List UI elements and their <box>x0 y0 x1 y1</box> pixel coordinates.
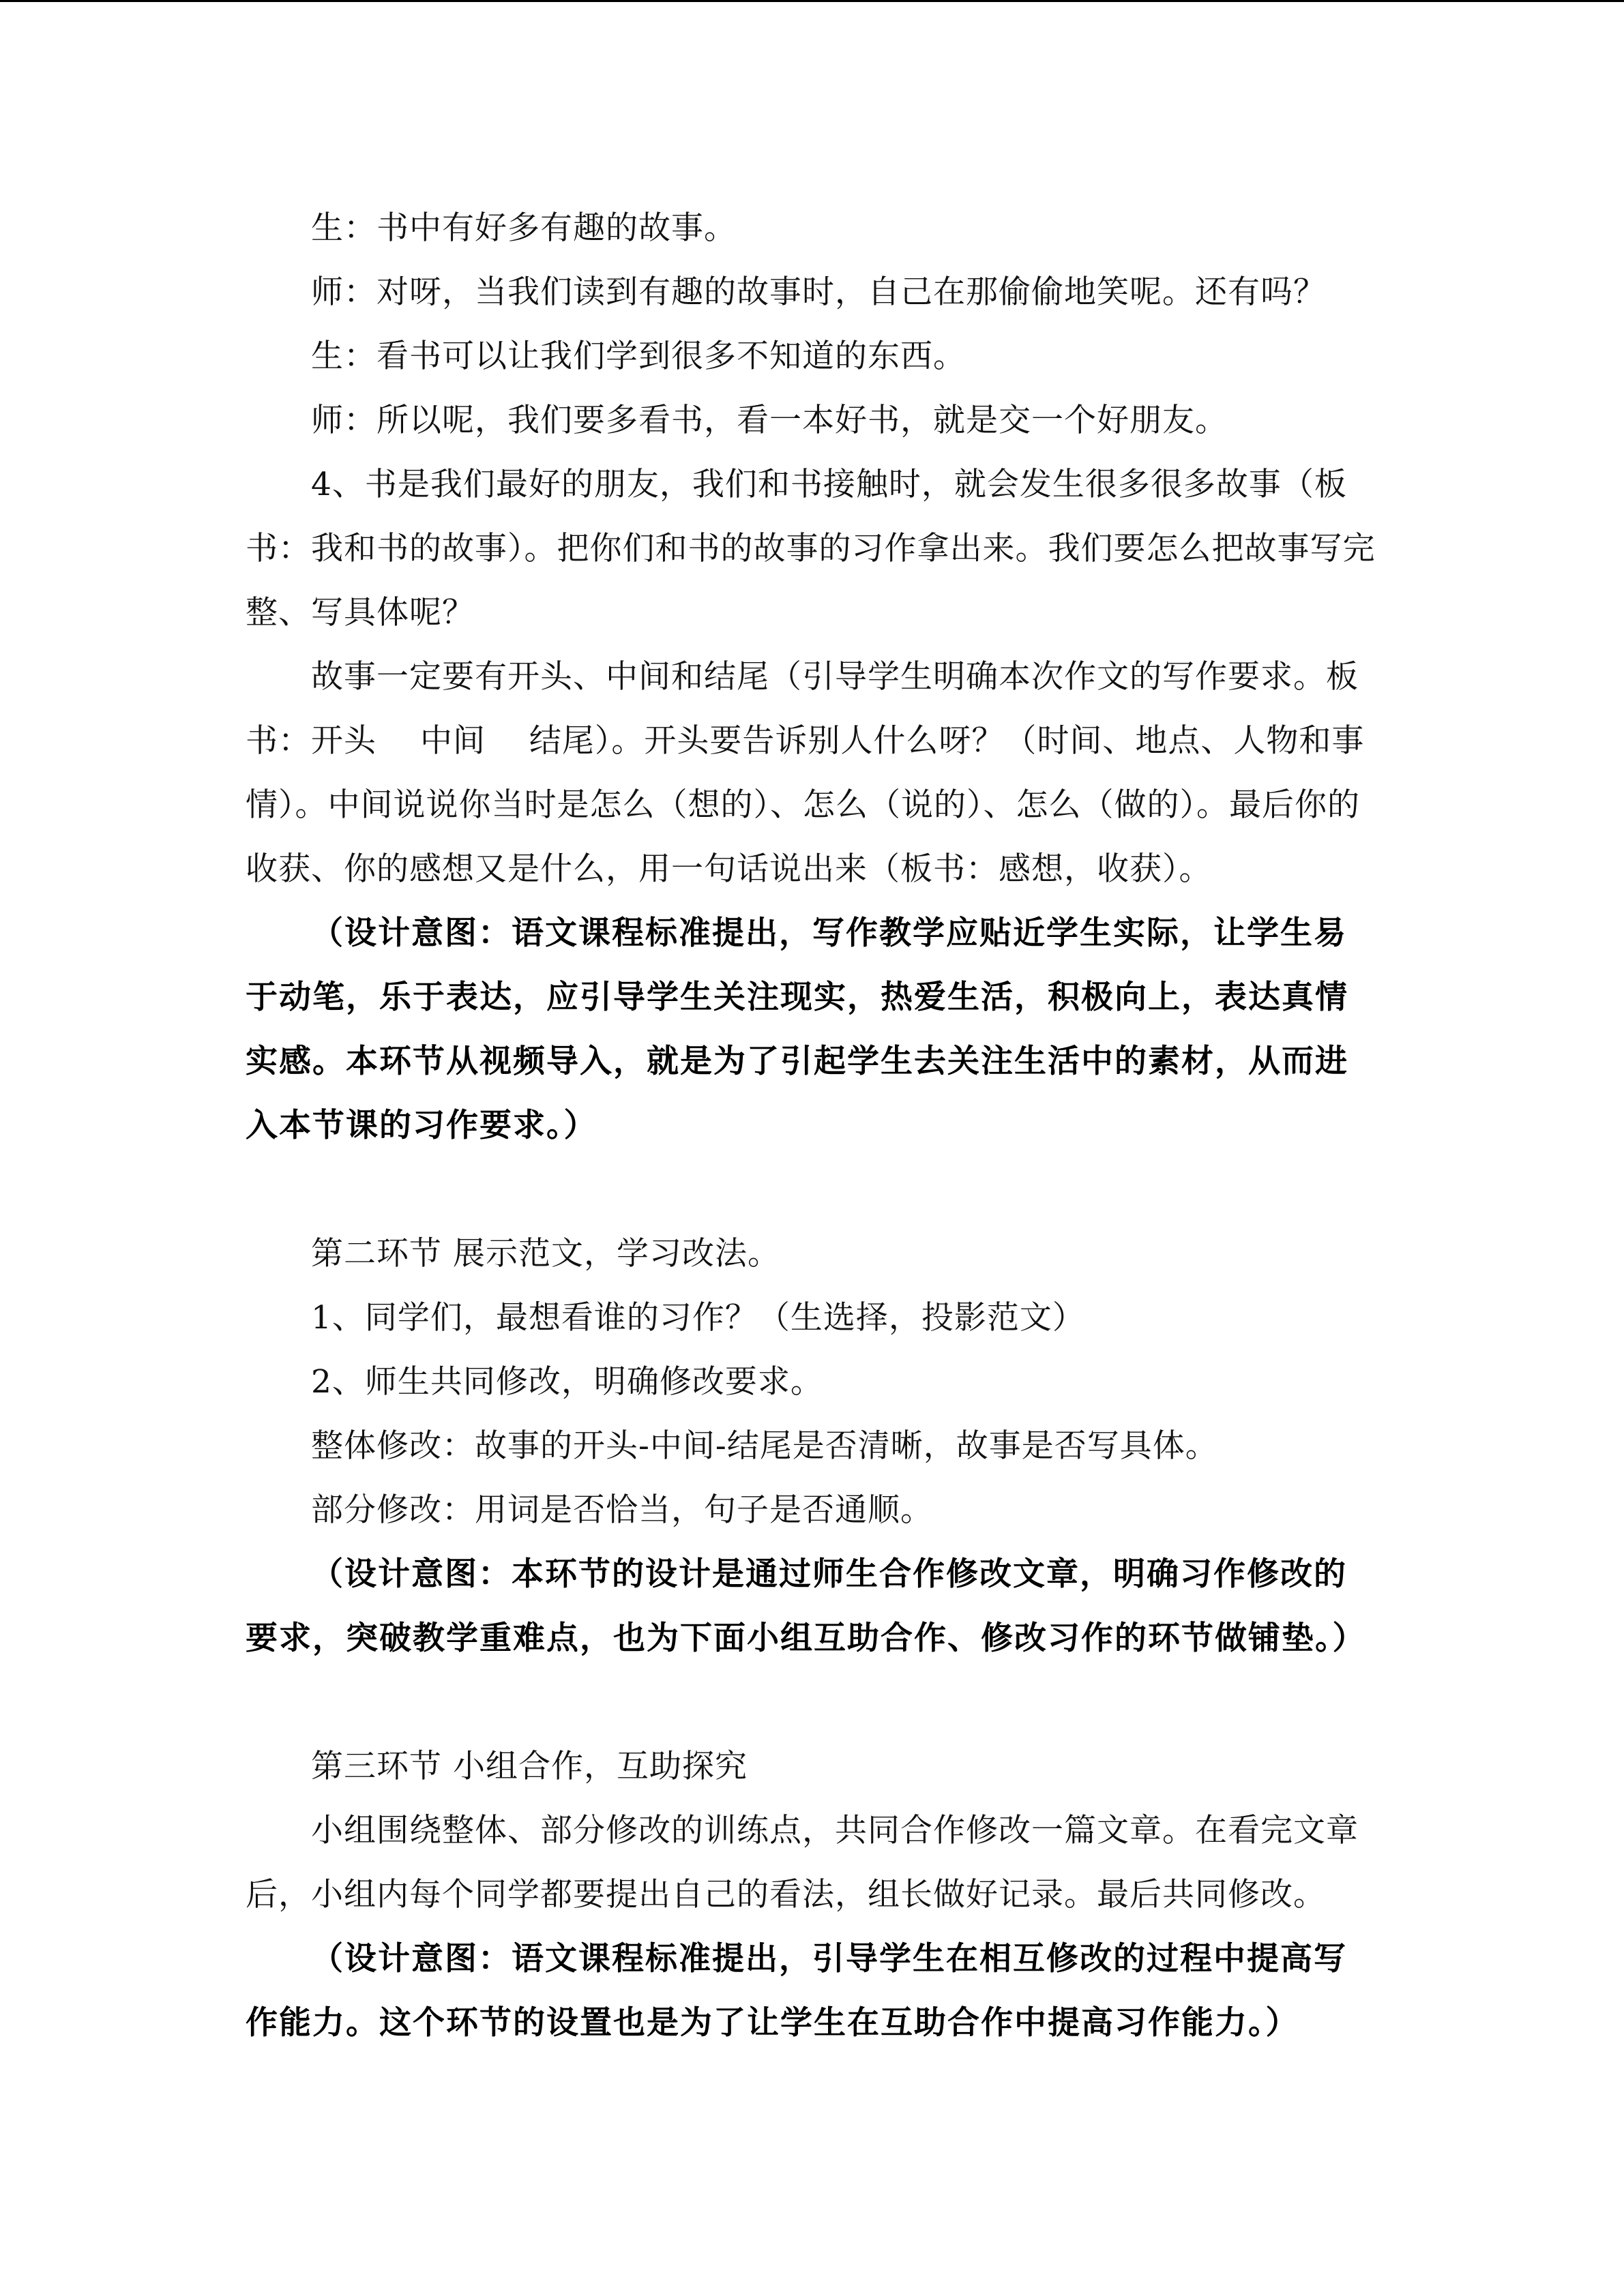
paragraph-step-2: 2、师生共同修改，明确修改要求。 <box>311 1363 823 1401</box>
paragraph-student-2: 生：看书可以让我们学到很多不知道的东西。 <box>311 338 966 375</box>
design-intent-2: （设计意图：本环节的设计是通过师生合作修改文章，明确习作修改的要求，突破教学重难点，也为下面小组互助合作、修改习作的环节做铺垫。） <box>246 1555 1366 1657</box>
top-border-line <box>0 0 1624 2</box>
section-heading-2: 第二环节 展示范文，学习改法。 <box>311 1235 780 1272</box>
section-gap <box>246 1158 1378 1222</box>
section-heading-3: 第三环节 小组合作，互助探究 <box>311 1748 748 1785</box>
section-gap <box>246 1671 1378 1735</box>
paragraph-teacher-1: 师：对呀，当我们读到有趣的故事时，自己在那偷偷地笑呢。还有吗？ <box>311 273 1326 311</box>
paragraph-step-4: 4、书是我们最好的朋友，我们和书接触时，就会发生很多很多故事（板书：我和书的故事）。把你们和书的故事的习作拿出来。我们要怎么把故事写完整、写具体呢？ <box>246 466 1376 631</box>
paragraph-student-1: 生：书中有好多有趣的故事。 <box>311 209 737 247</box>
design-intent-3: （设计意图：语文课程标准提出，引导学生在相互修改的过程中提高写作能力。这个环节的设置也是为了让学生在互助合作中提高习作能力。） <box>246 1940 1347 2042</box>
paragraph-teacher-2: 师：所以呢，我们要多看书，看一本好书，就是交一个好朋友。 <box>311 402 1228 439</box>
paragraph-partial-revision: 部分修改：用词是否恰当，句子是否通顺。 <box>311 1491 933 1529</box>
paragraph-step-1: 1、同学们，最想看谁的习作？（生选择，投影范文） <box>311 1299 1085 1337</box>
paragraph-group-work: 小组围绕整体、部分修改的训练点，共同合作修改一篇文章。在看完文章后，小组内每个同学都要提出自己的看法，组长做好记录。最后共同修改。 <box>246 1812 1359 1913</box>
design-intent-1: （设计意图：语文课程标准提出，写作教学应贴近学生实际，让学生易于动笔，乐于表达，应引导学生关注现实，热爱生活，积极向上，表达真情实感。本环节从视频导入，就是为了引起学生去关注生活中的素材，从而进入本节课的习作要求。） <box>246 914 1348 1144</box>
document-body <box>246 196 1378 2055</box>
paragraph-story-structure: 故事一定要有开头、中间和结尾（引导学生明确本次作文的写作要求。板书：开头 中间 结尾）。开头要告诉别人什么呀？（时间、地点、人物和事情）。中间说说你当时是怎么（想的）、怎么（说的）、怎么（做的）。最后你的收获、你的感想又是什么，用一句话说出来（板书：感想，收获）。 <box>246 658 1365 888</box>
paragraph-overall-revision: 整体修改：故事的开头-中间-结尾是否清晰，故事是否写具体。 <box>311 1427 1218 1465</box>
